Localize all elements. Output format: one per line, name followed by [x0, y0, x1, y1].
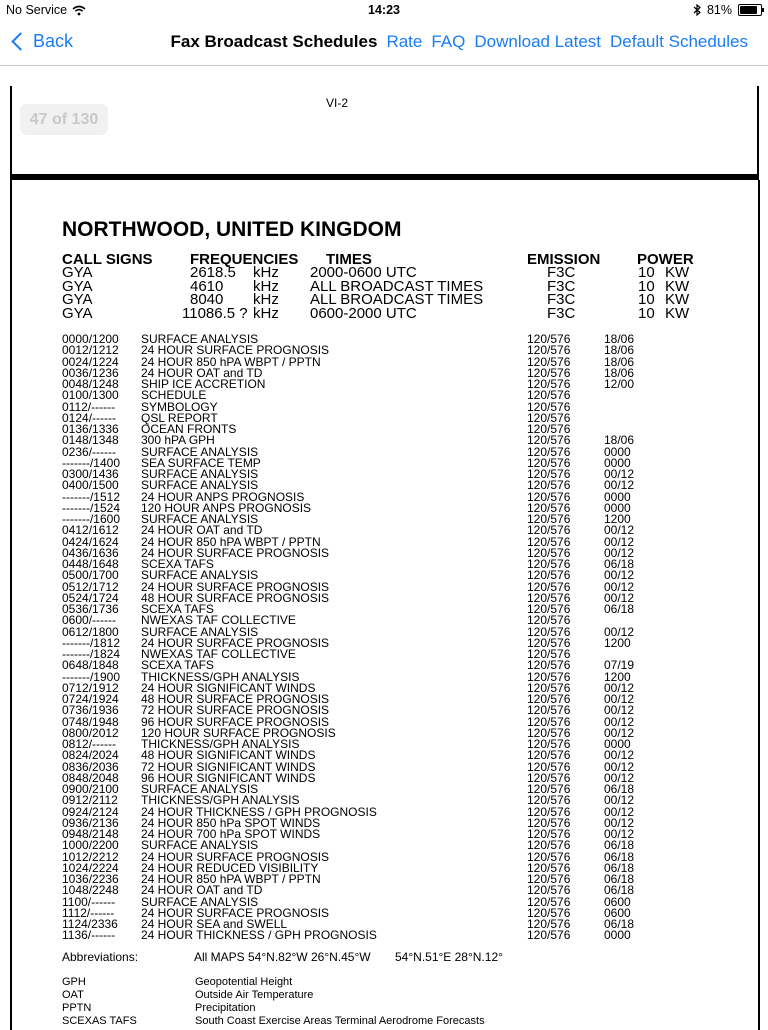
document-title: NORTHWOOD, UNITED KINGDOM: [62, 218, 402, 241]
schedule-valid: 1200: [604, 512, 631, 526]
schedule-valid: 00/12: [604, 523, 635, 538]
schedule-emission: 120/576: [527, 590, 571, 605]
schedule-time: 0012/1212: [62, 343, 119, 358]
maps-coverage-2: 54°N.51°E 28°N.12°: [395, 950, 503, 964]
schedule-emission: 120/576: [527, 647, 571, 661]
schedule-emission: 120/576: [527, 422, 571, 436]
schedule-valid: 1200: [604, 669, 631, 684]
schedule-time: 0412/1612: [62, 523, 119, 538]
schedule-emission: 120/576: [527, 534, 571, 549]
schedule-product: SYMBOLOGY: [141, 399, 218, 414]
station-power-unit: KW: [665, 278, 690, 295]
abbreviations-label: Abbreviations:: [62, 950, 139, 964]
schedule-product: 24 HOUR OAT and TD: [141, 883, 263, 898]
schedule-row: [0, 930, 768, 941]
station-freq: 4610: [190, 278, 224, 295]
schedule-time: 0924/2124: [62, 804, 119, 819]
schedule-emission: 120/576: [527, 399, 571, 414]
schedule-product: 120 HOUR ANPS PROGNOSIS: [141, 500, 312, 515]
nav-title: Fax Broadcast Schedules: [170, 32, 378, 51]
schedule-emission: 120/576: [527, 478, 571, 493]
abbreviation-code: GPH: [62, 976, 86, 988]
schedule-product: SEA SURFACE TEMP: [141, 455, 261, 470]
header-emission: EMISSION: [527, 251, 601, 268]
schedule-emission: 120/576: [527, 500, 571, 515]
schedule-product: SURFACE ANALYSIS: [141, 332, 259, 346]
schedule-emission: 120/576: [527, 714, 571, 729]
schedule-time: 0300/1436: [62, 467, 119, 481]
bluetooth-icon: [693, 4, 701, 16]
schedule-emission: 120/576: [527, 332, 571, 346]
station-times: ALL BROADCAST TIMES: [310, 278, 484, 295]
schedule-emission: 120/576: [527, 725, 571, 740]
schedule-valid: 00/12: [604, 804, 635, 819]
schedule-emission: 120/576: [527, 635, 571, 650]
schedule-row: [0, 919, 768, 930]
page-section-label: VI-2: [326, 96, 349, 110]
schedule-emission: 120/576: [527, 905, 571, 920]
faq-button[interactable]: FAQ: [431, 32, 466, 51]
station-emission: F3C: [547, 305, 576, 322]
schedule-valid: 00/12: [604, 534, 635, 549]
schedule-product: 48 HOUR SURFACE PROGNOSIS: [141, 692, 330, 706]
schedule-valid: 00/12: [604, 793, 635, 808]
header-frequencies: FREQUENCIES: [190, 251, 299, 268]
schedule-emission: 120/576: [527, 759, 571, 774]
schedule-emission: 120/576: [527, 343, 571, 358]
schedule-time: 0048/1248: [62, 377, 119, 391]
station-unit: kHz: [253, 291, 279, 308]
schedule-emission: 120/576: [527, 703, 571, 718]
schedule-valid: 00/12: [604, 467, 635, 481]
schedule-time: 1036/2236: [62, 872, 119, 886]
schedule-valid: 00/12: [604, 478, 635, 493]
schedule-time: 0000/1200: [62, 332, 119, 346]
schedule-valid: 00/12: [604, 815, 635, 830]
schedule-valid: 00/12: [604, 579, 635, 594]
station-power: 10: [638, 264, 655, 281]
abbreviation-code: SCEXAS TAFS: [62, 1015, 137, 1027]
station-call: GYA: [62, 278, 93, 295]
station-unit: kHz: [253, 305, 279, 322]
schedule-valid: 00/12: [604, 692, 635, 706]
schedule-emission: 120/576: [527, 883, 571, 898]
schedule-time: 0724/1924: [62, 692, 119, 706]
schedule-valid: 00/12: [604, 770, 635, 785]
schedule-emission: 120/576: [527, 433, 571, 448]
schedule-emission: 120/576: [527, 872, 571, 886]
schedule-valid: 0600: [604, 905, 631, 920]
schedule-time: 0900/2100: [62, 782, 119, 796]
schedule-product: 72 HOUR SIGNIFICANT WINDS: [141, 759, 316, 774]
schedule-emission: 120/576: [527, 827, 571, 841]
schedule-emission: 120/576: [527, 489, 571, 504]
schedule-row: [0, 390, 768, 401]
header-call-signs: CALL SIGNS: [62, 251, 153, 268]
schedule-emission: 120/576: [527, 467, 571, 481]
schedule-product: 24 HOUR SEA and SWELL: [141, 917, 288, 931]
schedule-time: 0800/2012: [62, 725, 119, 740]
schedule-row: [0, 894, 768, 909]
schedule-valid: 07/19: [604, 658, 635, 673]
back-label: Back: [33, 31, 74, 51]
station-unit: kHz: [253, 278, 279, 295]
schedule-product: 24 HOUR SIGNIFICANT WINDS: [141, 680, 316, 695]
schedule-time: 0912/2112: [62, 793, 118, 808]
schedule-product: SCEXA TAFS: [141, 658, 214, 673]
navigation-bar: [0, 20, 768, 66]
schedule-time: 0024/1224: [62, 354, 119, 369]
schedule-valid: 06/18: [604, 917, 635, 931]
schedule-emission: 120/576: [527, 894, 571, 909]
schedule-valid: 0000: [604, 737, 631, 751]
schedule-product: 24 HOUR SURFACE PROGNOSIS: [141, 905, 330, 920]
schedule-time: -------/1512: [62, 489, 121, 504]
station-power-unit: KW: [665, 305, 690, 322]
schedule-product: SURFACE ANALYSIS: [141, 478, 259, 493]
station-call: GYA: [62, 291, 93, 308]
schedule-valid: 06/18: [604, 557, 635, 571]
schedule-time: 0500/1700: [62, 568, 119, 583]
schedule-time: 1124/2336: [62, 917, 118, 931]
schedule-valid: 00/12: [604, 827, 635, 841]
schedule-valid: 0000: [604, 444, 631, 459]
schedule-product: QSL REPORT: [141, 410, 218, 425]
schedule-product: SCHEDULE: [141, 388, 207, 403]
schedule-product: THICKNESS/GPH ANALYSIS: [141, 737, 300, 751]
schedule-emission: 120/576: [527, 410, 571, 425]
schedule-emission: 120/576: [527, 365, 571, 380]
previous-page-frame: [10, 86, 759, 180]
station-freq: 8040: [190, 291, 224, 308]
schedule-product: SCEXA TAFS: [141, 557, 214, 571]
schedule-product: 24 HOUR 850 hPA WBPT / PPTN: [141, 534, 321, 549]
schedule-emission: 120/576: [527, 669, 571, 684]
schedule-product: 24 HOUR 850 hPa SPOT WINDS: [141, 815, 321, 830]
schedule-time: 0112/------: [62, 399, 116, 414]
schedule-valid: 00/12: [604, 568, 635, 583]
schedule-product: 24 HOUR THICKNESS / GPH PROGNOSIS: [141, 804, 377, 819]
schedule-emission: 120/576: [527, 804, 571, 819]
schedule-emission: 120/576: [527, 793, 571, 808]
schedule-product: 96 HOUR SIGNIFICANT WINDS: [141, 770, 316, 785]
schedule-emission: 120/576: [527, 748, 571, 763]
schedule-valid: 18/06: [604, 354, 635, 369]
schedule-valid: 00/12: [604, 714, 635, 729]
schedule-time: 0512/1712: [62, 579, 119, 594]
schedule-time: 1048/2248: [62, 883, 119, 898]
schedule-time: 0400/1500: [62, 478, 119, 493]
schedule-time: 0836/2036: [62, 759, 119, 774]
schedule-valid: 0000: [604, 455, 631, 470]
schedule-emission: 120/576: [527, 444, 571, 459]
abbreviation-definition: Geopotential Height: [195, 976, 293, 988]
schedule-time: -------/1812: [62, 635, 121, 650]
schedule-emission: 120/576: [527, 860, 571, 875]
schedule-time: 0648/1848: [62, 658, 119, 673]
schedule-valid: 00/12: [604, 748, 635, 763]
schedule-product: THICKNESS/GPH ANALYSIS: [141, 793, 300, 808]
schedule-emission: 120/576: [527, 658, 571, 673]
schedule-valid: 00/12: [604, 759, 635, 774]
schedule-time: 0812/------: [62, 737, 117, 751]
schedule-time: 0036/1236: [62, 365, 119, 380]
schedule-emission: 120/576: [527, 782, 571, 796]
schedule-product: SURFACE ANALYSIS: [141, 444, 259, 459]
schedule-valid: 06/18: [604, 602, 635, 616]
schedule-product: 300 hPA GPH: [141, 433, 215, 448]
schedule-valid: 00/12: [604, 624, 635, 639]
schedule-product: SCEXA TAFS: [141, 602, 214, 616]
schedule-valid: 00/12: [604, 725, 635, 740]
station-freq: 2618.5: [190, 264, 236, 281]
schedule-product: NWEXAS TAF COLLECTIVE: [141, 613, 296, 628]
schedule-product: 24 HOUR SURFACE PROGNOSIS: [141, 343, 330, 358]
schedule-product: 24 HOUR REDUCED VISIBILITY: [141, 860, 319, 875]
schedule-emission: 120/576: [527, 512, 571, 526]
page-counter-badge: 47 of 130: [20, 104, 108, 135]
schedule-valid: 0600: [604, 894, 631, 909]
schedule-valid: 06/18: [604, 838, 635, 853]
schedule-emission: 120/576: [527, 680, 571, 695]
schedule-time: -------/1900: [62, 669, 121, 684]
abbreviation-row: [0, 1015, 768, 1028]
header-power: POWER: [637, 251, 694, 268]
schedule-product: 48 HOUR SURFACE PROGNOSIS: [141, 590, 330, 605]
schedule-valid: 18/06: [604, 332, 635, 346]
schedule-product: SHIP ICE ACCRETION: [141, 377, 266, 391]
schedule-time: -------/1600: [62, 512, 121, 526]
status-time: 14:23: [368, 3, 400, 17]
station-call: GYA: [62, 264, 93, 281]
schedule-product: NWEXAS TAF COLLECTIVE: [141, 647, 296, 661]
schedule-product: 120 HOUR SURFACE PROGNOSIS: [141, 725, 336, 740]
battery-percent: 81%: [706, 3, 732, 17]
abbreviation-definition: South Coast Exercise Areas Terminal Aerodrome Forecasts: [195, 1015, 485, 1027]
schedule-emission: 120/576: [527, 523, 571, 538]
carrier-label: No Service: [6, 3, 68, 17]
rate-button[interactable]: Rate: [386, 32, 423, 51]
schedule-time: 0712/1912: [62, 680, 119, 695]
schedule-emission: 120/576: [527, 624, 571, 639]
schedule-emission: 120/576: [527, 354, 571, 369]
schedule-emission: 120/576: [527, 737, 571, 751]
schedule-product: 24 HOUR 850 hPA WBPT / PPTN: [141, 354, 321, 369]
schedule-product: OCEAN FRONTS: [141, 422, 237, 436]
schedule-time: 0948/2148: [62, 827, 119, 841]
schedule-time: 0100/1300: [62, 388, 119, 403]
schedule-emission: 120/576: [527, 613, 571, 628]
station-power: 10: [638, 278, 655, 295]
schedule-emission: 120/576: [527, 815, 571, 830]
schedule-product: SURFACE ANALYSIS: [141, 512, 259, 526]
schedule-product: 24 HOUR THICKNESS / GPH PROGNOSIS: [141, 928, 377, 943]
station-times: 2000-0600 UTC: [310, 264, 417, 281]
schedule-product: 24 HOUR OAT and TD: [141, 523, 263, 538]
schedule-valid: 00/12: [604, 590, 635, 605]
schedule-emission: 120/576: [527, 388, 571, 403]
schedule-product: SURFACE ANALYSIS: [141, 894, 259, 909]
chevron-left-icon: [11, 32, 29, 50]
schedule-time: 0848/2048: [62, 770, 119, 785]
schedule-product: SURFACE ANALYSIS: [141, 467, 259, 481]
schedule-valid: 18/06: [604, 365, 635, 380]
schedule-valid: 06/18: [604, 849, 635, 864]
schedule-emission: 120/576: [527, 602, 571, 616]
schedule-valid: 00/12: [604, 545, 635, 560]
schedule-time: 0448/1648: [62, 557, 119, 571]
schedule-product: 24 HOUR SURFACE PROGNOSIS: [141, 579, 330, 594]
schedule-valid: 06/18: [604, 883, 635, 898]
schedule-emission: 120/576: [527, 455, 571, 470]
schedule-emission: 120/576: [527, 568, 571, 583]
schedule-product: SURFACE ANALYSIS: [141, 838, 259, 853]
schedule-product: 24 HOUR SURFACE PROGNOSIS: [141, 545, 330, 560]
station-times: 0600-2000 UTC: [310, 305, 417, 322]
abbreviation-definition: Outside Air Temperature: [195, 989, 314, 1001]
schedule-valid: 06/18: [604, 782, 635, 796]
schedule-time: 0436/1636: [62, 545, 119, 560]
schedule-valid: 12/00: [604, 377, 635, 391]
station-emission: F3C: [547, 278, 576, 295]
schedule-product: SURFACE ANALYSIS: [141, 782, 259, 796]
schedule-time: 0524/1724: [62, 590, 119, 605]
schedule-valid: 06/18: [604, 860, 635, 875]
schedule-time: 0600/------: [62, 613, 117, 628]
schedule-product: 24 HOUR SURFACE PROGNOSIS: [141, 635, 330, 650]
station-emission: F3C: [547, 264, 576, 281]
schedule-time: 0824/2024: [62, 748, 119, 763]
station-call: GYA: [62, 305, 93, 322]
schedule-time: 0936/2136: [62, 815, 119, 830]
station-emission: F3C: [547, 291, 576, 308]
station-times: ALL BROADCAST TIMES: [310, 291, 484, 308]
schedule-time: 1024/2224: [62, 860, 119, 875]
schedule-time: 0736/1936: [62, 703, 119, 718]
schedule-time: -------/1524: [62, 500, 121, 515]
schedule-time: 0236/------: [62, 444, 117, 459]
schedule-row: [0, 885, 768, 896]
schedule-valid: 00/12: [604, 703, 635, 718]
schedule-time: 0536/1736: [62, 602, 119, 616]
schedule-time: 0136/1336: [62, 422, 119, 436]
schedule-valid: 0000: [604, 500, 631, 515]
station-power-unit: KW: [665, 264, 690, 281]
abbreviation-row: [0, 1002, 768, 1015]
schedule-valid: 06/18: [604, 872, 635, 886]
station-power: 10: [638, 305, 655, 322]
schedule-product: 24 HOUR 700 hPa SPOT WINDS: [141, 827, 321, 841]
schedule-emission: 120/576: [527, 770, 571, 785]
battery-icon: [738, 4, 762, 16]
abbreviation-code: OAT: [62, 989, 84, 1001]
schedule-valid: 00/12: [604, 680, 635, 695]
schedule-time: 0124/------: [62, 410, 117, 425]
header-times: TIMES: [326, 251, 372, 268]
station-freq: 11086.5 ?: [182, 305, 248, 322]
schedule-emission: 120/576: [527, 838, 571, 853]
schedule-time: 1000/2200: [62, 838, 119, 853]
schedule-emission: 120/576: [527, 928, 571, 943]
schedule-time: 0612/1800: [62, 624, 119, 639]
download-latest-button[interactable]: Download Latest: [474, 32, 602, 51]
back-button[interactable]: [10, 31, 73, 52]
schedule-valid: 18/06: [604, 343, 635, 358]
schedule-time: 0748/1948: [62, 714, 119, 729]
status-bar: [0, 0, 768, 20]
schedule-product: SURFACE ANALYSIS: [141, 624, 259, 639]
schedule-valid: 18/06: [604, 433, 635, 448]
schedule-emission: 120/576: [527, 377, 571, 391]
schedule-product: 48 HOUR SIGNIFICANT WINDS: [141, 748, 316, 763]
default-schedules-button[interactable]: Default Schedules: [610, 32, 748, 51]
schedule-product: 24 HOUR 850 hPA WBPT / PPTN: [141, 872, 321, 886]
schedule-product: 24 HOUR SURFACE PROGNOSIS: [141, 849, 330, 864]
schedule-time: 1136/------: [62, 928, 116, 943]
schedule-emission: 120/576: [527, 557, 571, 571]
schedule-product: 72 HOUR SURFACE PROGNOSIS: [141, 703, 330, 718]
schedule-valid: 1200: [604, 635, 631, 650]
schedule-time: 0148/1348: [62, 433, 119, 448]
abbreviation-row: [0, 989, 768, 1002]
station-power: 10: [638, 291, 655, 308]
schedule-emission: 120/576: [527, 545, 571, 560]
schedule-product: 24 HOUR OAT and TD: [141, 365, 263, 380]
schedule-time: 1112/------: [62, 905, 115, 920]
schedule-emission: 120/576: [527, 692, 571, 706]
abbreviation-code: PPTN: [62, 1002, 92, 1014]
schedule-product: SURFACE ANALYSIS: [141, 568, 259, 583]
schedule-product: 24 HOUR ANPS PROGNOSIS: [141, 489, 305, 504]
schedule-emission: 120/576: [527, 917, 571, 931]
schedule-time: 1012/2212: [62, 849, 119, 864]
abbreviation-definition: Precipitation: [195, 1002, 256, 1014]
schedule-time: 0424/1624: [62, 534, 119, 549]
schedule-valid: 0000: [604, 928, 631, 943]
maps-coverage: All MAPS 54°N.82°W 26°N.45°W: [194, 950, 371, 964]
schedule-emission: 120/576: [527, 849, 571, 864]
schedule-time: 1100/------: [62, 894, 116, 909]
schedule-time: -------/1824: [62, 647, 121, 661]
schedule-product: THICKNESS/GPH ANALYSIS: [141, 669, 300, 684]
schedule-emission: 120/576: [527, 579, 571, 594]
abbreviation-row: [0, 976, 768, 989]
schedule-time: -------/1400: [62, 455, 121, 470]
station-power-unit: KW: [665, 291, 690, 308]
schedule-valid: 0000: [604, 489, 631, 504]
station-unit: kHz: [253, 264, 279, 281]
schedule-product: 96 HOUR SURFACE PROGNOSIS: [141, 714, 330, 729]
